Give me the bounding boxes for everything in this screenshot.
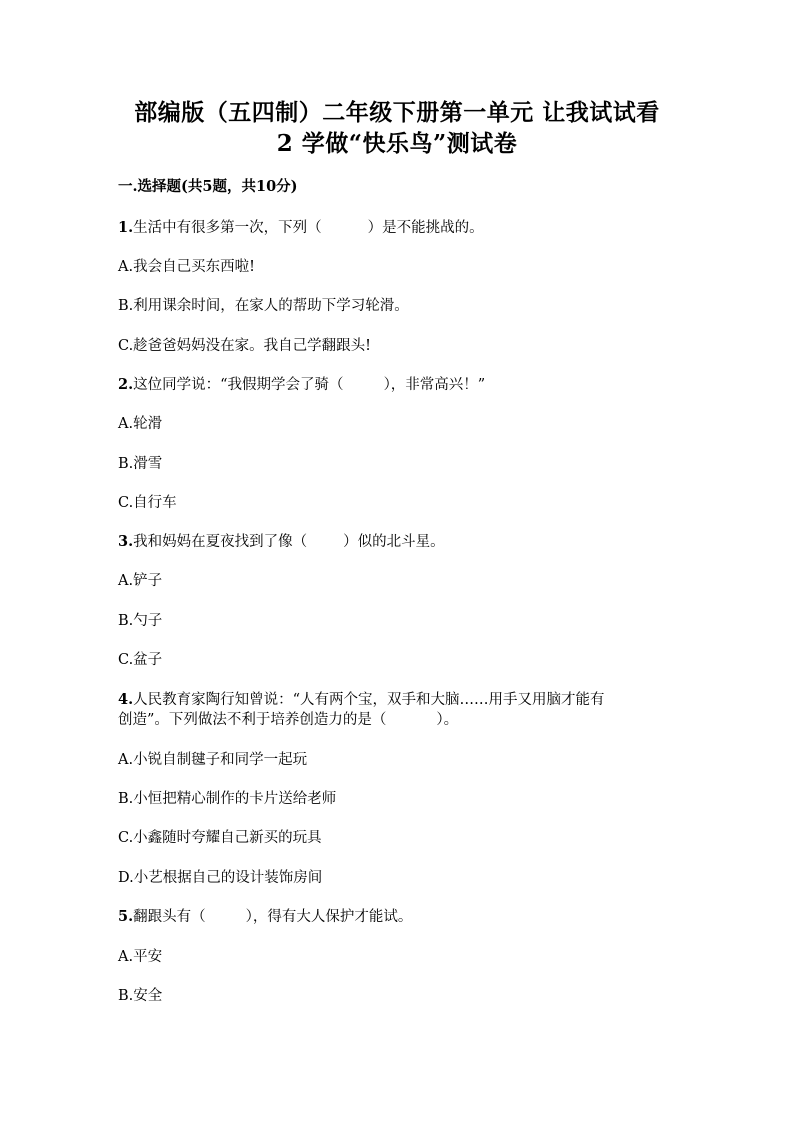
question-3 [118,532,445,552]
question-1-option-c: C.趁爸爸妈妈没在家。我自己学翻跟头! [118,338,372,354]
question-number: 3. [118,533,134,550]
page-title-line2: 2 学做“快乐鸟”测试卷 [276,130,518,157]
question-text-before: 这位同学说：“我假期学会了骑（ [133,377,344,393]
question-2-option-b: B.滑雪 [118,456,163,472]
question-1-option-b: B.利用课余时间，在家人的帮助下学习轮滑。 [118,298,409,314]
question-5-option-b: B.安全 [118,988,163,1004]
question-text-before: 生活中有很多第一次，下列（ [133,220,322,236]
question-number: 1. [118,219,134,236]
question-number: 5. [118,908,134,925]
question-2-option-a: A.轮滑 [118,416,163,432]
question-text-after: ），得有大人保护才能试。 [245,909,413,925]
question-4-option-d: D.小艺根据自己的设计装饰房间 [118,870,323,886]
question-4-option-a: A.小锐自制毽子和同学一起玩 [118,752,308,768]
question-number: 2. [118,376,134,393]
question-text-after: ）是不能挑战的。 [367,220,484,236]
question-5-option-a: A.平安 [118,949,163,965]
question-2 [118,375,485,395]
question-4-option-b: B.小恒把精心制作的卡片送给老师 [118,791,337,807]
question-3-option-b: B.勺子 [118,613,163,629]
question-1 [118,218,484,238]
section-heading: 一.选择题(共5题，共10分) [118,178,298,195]
page-title-line1: 部编版（五四制）二年级下册第一单元 让我试试看 [134,99,660,126]
question-5 [118,907,412,927]
question-4-continued [118,710,458,730]
question-number: 4. [118,691,134,708]
question-text-before: 翻跟头有（ [133,909,206,925]
question-text-after: ），非常高兴！” [383,377,486,393]
question-text-after: ）。 [436,712,459,728]
question-text-line1: 人民教育家陶行知曾说：“人有两个宝，双手和大脑……用手又用脑才能有 [133,692,605,708]
question-1-option-a: A.我会自己买东西啦! [118,259,255,275]
question-3-option-c: C.盆子 [118,652,163,668]
question-3-option-a: A.铲子 [118,573,163,589]
question-4 [118,690,605,710]
question-text-before: 我和妈妈在夏夜找到了像（ [133,534,308,550]
question-text-after: ）似的北斗星。 [343,534,445,550]
question-4-option-c: C.小鑫随时夸耀自己新买的玩具 [118,830,322,846]
question-2-option-c: C.自行车 [118,495,177,511]
question-text-before: 创造”。下列做法不利于培养创造力的是（ [118,712,387,728]
